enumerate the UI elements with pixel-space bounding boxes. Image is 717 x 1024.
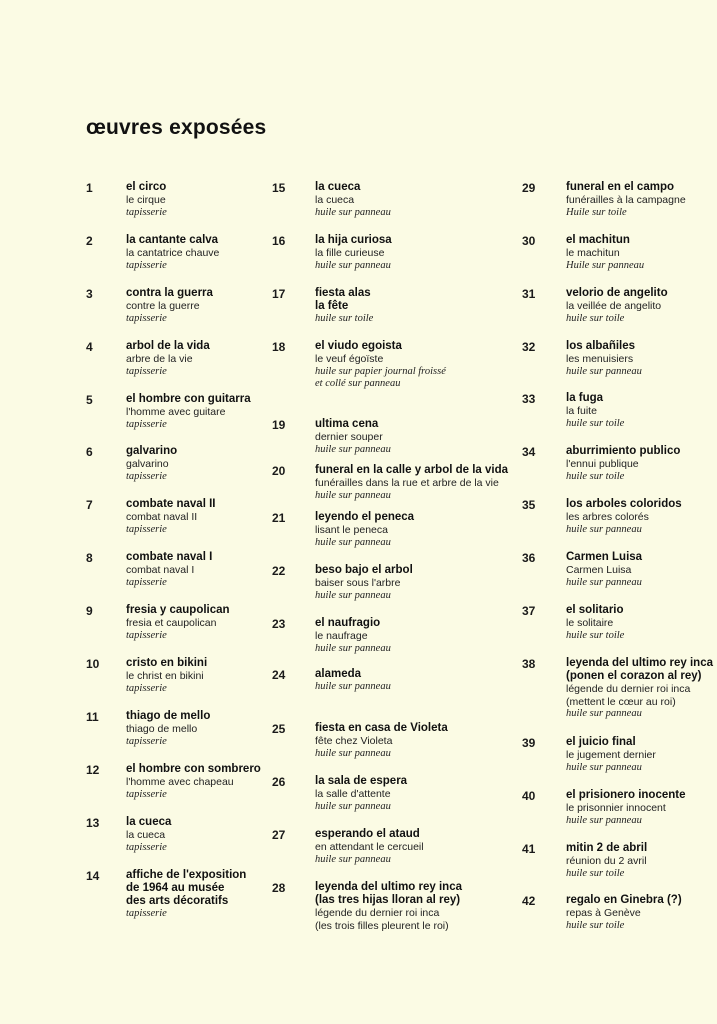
medium: tapisserie xyxy=(126,682,167,694)
work-number: 26 xyxy=(272,775,286,789)
work-details xyxy=(315,418,391,456)
medium: tapisserie xyxy=(126,735,167,747)
french-title: la fille curieuse xyxy=(315,247,385,259)
french-title: la fuite xyxy=(566,405,597,417)
work-details xyxy=(126,869,246,921)
spanish-title: (las tres hijas lloran al rey) xyxy=(315,894,461,906)
medium: huile sur panneau xyxy=(315,642,391,654)
spanish-title: velorio de angelito xyxy=(566,287,668,299)
french-title: l'homme avec chapeau xyxy=(126,776,234,788)
spanish-title: la cantante calva xyxy=(126,234,219,246)
work-details xyxy=(315,340,446,391)
work-details xyxy=(315,828,424,866)
spanish-title: contra la guerra xyxy=(126,287,213,299)
work-number: 3 xyxy=(86,287,93,301)
work-details xyxy=(126,445,177,483)
french-title: fresia et caupolican xyxy=(126,617,217,629)
spanish-title: galvarino xyxy=(126,445,178,457)
work-details xyxy=(315,181,391,219)
work-details xyxy=(315,564,413,602)
spanish-title: el naufragio xyxy=(315,617,381,629)
spanish-title: esperando el ataud xyxy=(315,828,420,840)
work-details xyxy=(566,287,668,325)
french-title: funérailles dans la rue et arbre de la vie xyxy=(315,477,499,489)
work-number: 31 xyxy=(522,287,536,301)
work-details xyxy=(126,763,261,801)
french-title: réunion du 2 avril xyxy=(566,855,647,867)
spanish-title: beso bajo el arbol xyxy=(315,564,413,576)
medium: huile sur panneau xyxy=(566,523,642,535)
work-details xyxy=(126,816,171,854)
french-title: légende du dernier roi inca xyxy=(315,907,440,919)
work-details xyxy=(126,498,215,536)
work-details xyxy=(566,340,642,378)
spanish-title: ultima cena xyxy=(315,418,379,430)
work-details xyxy=(566,657,713,721)
french-title: la cueca xyxy=(315,194,355,206)
french-title: les arbres colorés xyxy=(566,511,649,523)
work-number: 12 xyxy=(86,763,100,777)
work-details xyxy=(315,722,448,760)
work-number: 10 xyxy=(86,657,100,671)
medium: huile sur panneau xyxy=(315,259,391,271)
spanish-title: la fuga xyxy=(566,392,604,404)
work-details xyxy=(126,181,167,219)
work-number: 2 xyxy=(86,234,93,248)
french-title: (mettent le cœur au roi) xyxy=(566,695,676,708)
work-number: 36 xyxy=(522,551,536,565)
medium: tapisserie xyxy=(126,841,167,853)
medium: tapisserie xyxy=(126,908,167,919)
spanish-title: funeral en el campo xyxy=(566,181,675,193)
work-number: 17 xyxy=(272,287,286,301)
work-number: 14 xyxy=(86,869,100,883)
work-details xyxy=(126,393,251,431)
work-number: 16 xyxy=(272,234,286,248)
medium: huile sur panneau xyxy=(315,536,391,548)
work-number: 37 xyxy=(522,604,536,618)
medium: huile sur toile xyxy=(566,417,625,429)
work-details xyxy=(126,657,207,695)
medium: huile sur panneau xyxy=(566,576,642,588)
spanish-title: leyendo el peneca xyxy=(315,511,415,523)
french-title: le prisonnier innocent xyxy=(566,802,666,814)
spanish-title: el prisionero inocente xyxy=(566,789,686,801)
work-details xyxy=(315,775,407,813)
spanish-title: combate naval II xyxy=(126,498,216,510)
work-number: 11 xyxy=(86,710,99,724)
work-number: 13 xyxy=(86,816,100,830)
work-number: 8 xyxy=(86,551,93,565)
work-details xyxy=(315,287,373,326)
work-details xyxy=(315,234,392,272)
medium: tapisserie xyxy=(126,418,167,430)
french-title: l'homme avec guitare xyxy=(126,406,226,418)
page-title: œuvres exposées xyxy=(86,116,267,139)
work-details xyxy=(126,551,212,589)
work-number: 38 xyxy=(522,657,536,671)
work-number: 42 xyxy=(522,894,536,908)
work-details xyxy=(126,287,213,325)
spanish-title: la cueca xyxy=(315,181,361,193)
work-details xyxy=(566,181,686,219)
medium: huile sur toile xyxy=(566,470,625,482)
spanish-title: de 1964 au musée xyxy=(126,882,225,894)
work-number: 6 xyxy=(86,445,93,459)
work-details xyxy=(315,668,391,694)
medium: huile sur panneau xyxy=(315,681,391,692)
medium: huile sur panneau xyxy=(315,747,391,759)
french-title: funérailles à la campagne xyxy=(566,194,686,206)
medium: huile sur toile xyxy=(315,313,374,324)
work-number: 35 xyxy=(522,498,536,512)
medium: tapisserie xyxy=(126,365,167,377)
spanish-title: des arts décoratifs xyxy=(126,895,229,907)
french-title: dernier souper xyxy=(315,431,383,443)
french-title: baiser sous l'arbre xyxy=(315,577,401,589)
french-title: fête chez Violeta xyxy=(315,735,393,747)
work-number: 4 xyxy=(86,340,93,354)
french-title: le cirque xyxy=(126,194,166,206)
spanish-title: la cueca xyxy=(126,816,172,828)
work-details xyxy=(315,881,462,932)
spanish-title: los albañiles xyxy=(566,340,636,352)
french-title: le naufrage xyxy=(315,630,368,642)
work-number: 27 xyxy=(272,828,286,842)
medium: tapisserie xyxy=(126,576,167,588)
work-details xyxy=(566,894,682,932)
medium: huile sur panneau xyxy=(566,365,642,377)
french-title: thiago de mello xyxy=(126,723,198,735)
spanish-title: alameda xyxy=(315,668,362,680)
spanish-title: affiche de l'exposition xyxy=(126,869,247,881)
work-details xyxy=(126,340,210,378)
work-details xyxy=(566,445,680,483)
work-details xyxy=(126,710,210,748)
medium: Huile sur panneau xyxy=(566,259,645,271)
french-title: galvarino xyxy=(126,458,169,470)
french-title: la veillée de angelito xyxy=(566,300,662,312)
spanish-title: la fête xyxy=(315,300,349,312)
medium: tapisserie xyxy=(126,788,167,800)
spanish-title: fresia y caupolican xyxy=(126,604,230,616)
work-details xyxy=(566,498,682,536)
spanish-title: fiesta en casa de Violeta xyxy=(315,722,448,734)
spanish-title: el hombre con sombrero xyxy=(126,763,261,775)
spanish-title: el solitario xyxy=(566,604,624,616)
french-title: le jugement dernier xyxy=(566,749,656,761)
french-title: contre la guerre xyxy=(126,300,200,312)
french-title: combat naval I xyxy=(126,564,195,576)
spanish-title: fiesta alas xyxy=(315,287,371,299)
work-number: 19 xyxy=(272,418,286,432)
spanish-title: regalo en Ginebra (?) xyxy=(566,894,682,906)
work-number: 18 xyxy=(272,340,286,354)
french-title: la cueca xyxy=(126,829,166,841)
french-title: (les trois filles pleurent le roi) xyxy=(315,919,449,932)
medium: et collé sur panneau xyxy=(315,378,401,389)
spanish-title: el machitun xyxy=(566,234,630,246)
work-number: 32 xyxy=(522,340,536,354)
medium: huile sur panneau xyxy=(566,708,642,719)
french-title: l'ennui publique xyxy=(566,458,639,470)
work-number: 7 xyxy=(86,498,93,512)
spanish-title: el viudo egoista xyxy=(315,340,402,352)
french-title: légende du dernier roi inca xyxy=(566,683,691,695)
medium: huile sur papier journal froissé xyxy=(315,365,446,377)
spanish-title: la hija curiosa xyxy=(315,234,392,246)
work-details xyxy=(315,617,391,655)
spanish-title: Carmen Luisa xyxy=(566,551,643,563)
work-number: 40 xyxy=(522,789,536,803)
work-details xyxy=(126,234,219,272)
work-number: 25 xyxy=(272,722,286,736)
french-title: repas à Genève xyxy=(566,907,641,919)
spanish-title: el hombre con guitarra xyxy=(126,393,251,405)
work-number: 28 xyxy=(272,881,286,895)
spanish-title: aburrimiento publico xyxy=(566,445,681,457)
french-title: le christ en bikini xyxy=(126,670,204,682)
work-number: 22 xyxy=(272,564,286,578)
medium: huile sur panneau xyxy=(566,761,642,773)
work-number: 5 xyxy=(86,393,93,407)
medium: huile sur toile xyxy=(566,312,625,324)
french-title: Carmen Luisa xyxy=(566,564,632,576)
medium: tapisserie xyxy=(126,206,167,218)
spanish-title: leyenda del ultimo rey inca xyxy=(315,881,462,893)
spanish-title: thiago de mello xyxy=(126,710,211,722)
medium: tapisserie xyxy=(126,470,167,482)
medium: huile sur panneau xyxy=(315,489,391,501)
work-number: 30 xyxy=(522,234,536,248)
work-number: 24 xyxy=(272,668,286,682)
medium: huile sur panneau xyxy=(315,800,391,812)
work-details xyxy=(566,736,656,774)
french-title: en attendant le cercueil xyxy=(315,841,424,853)
work-details xyxy=(566,842,647,880)
spanish-title: combate naval I xyxy=(126,551,213,563)
work-details xyxy=(126,604,230,642)
spanish-title: cristo en bikini xyxy=(126,657,208,669)
medium: tapisserie xyxy=(126,629,167,641)
spanish-title: (ponen el corazon al rey) xyxy=(566,670,702,682)
french-title: lisant le peneca xyxy=(315,524,388,536)
medium: huile sur toile xyxy=(566,919,625,931)
medium: huile sur toile xyxy=(566,867,625,879)
medium: huile sur panneau xyxy=(315,589,391,601)
medium: tapisserie xyxy=(126,312,167,324)
french-title: la salle d'attente xyxy=(315,788,391,800)
work-details xyxy=(566,789,686,827)
spanish-title: funeral en la calle y arbol de la vida xyxy=(315,464,509,476)
medium: huile sur panneau xyxy=(566,814,642,826)
work-number: 34 xyxy=(522,445,536,459)
medium: huile sur toile xyxy=(566,629,625,641)
work-number: 20 xyxy=(272,464,286,478)
work-details xyxy=(566,392,624,430)
french-title: le veuf égoïste xyxy=(315,353,384,365)
work-details xyxy=(315,464,508,502)
work-number: 41 xyxy=(522,842,536,856)
work-number: 23 xyxy=(272,617,286,631)
work-details xyxy=(566,551,642,589)
medium: tapisserie xyxy=(126,259,167,271)
work-number: 33 xyxy=(522,392,536,406)
medium: huile sur panneau xyxy=(315,853,391,865)
spanish-title: los arboles coloridos xyxy=(566,498,682,510)
french-title: le solitaire xyxy=(566,617,614,629)
work-details xyxy=(566,604,624,642)
french-title: la cantatrice chauve xyxy=(126,247,220,259)
medium: huile sur panneau xyxy=(315,206,391,218)
spanish-title: leyenda del ultimo rey inca xyxy=(566,657,713,669)
work-number: 21 xyxy=(272,511,286,525)
medium: huile sur panneau xyxy=(315,443,391,455)
medium: tapisserie xyxy=(126,523,167,535)
french-title: arbre de la vie xyxy=(126,353,193,365)
french-title: le machitun xyxy=(566,247,620,259)
work-number: 9 xyxy=(86,604,93,618)
spanish-title: arbol de la vida xyxy=(126,340,210,352)
french-title: les menuisiers xyxy=(566,353,634,365)
work-details xyxy=(566,234,644,272)
spanish-title: mitin 2 de abril xyxy=(566,842,648,854)
french-title: combat naval II xyxy=(126,511,198,523)
work-details xyxy=(315,511,414,549)
spanish-title: la sala de espera xyxy=(315,775,408,787)
spanish-title: el juicio final xyxy=(566,736,636,748)
work-number: 15 xyxy=(272,181,286,195)
work-number: 29 xyxy=(522,181,536,195)
work-number: 39 xyxy=(522,736,536,750)
medium: Huile sur toile xyxy=(566,206,627,218)
spanish-title: el circo xyxy=(126,181,167,193)
work-number: 1 xyxy=(86,181,93,195)
